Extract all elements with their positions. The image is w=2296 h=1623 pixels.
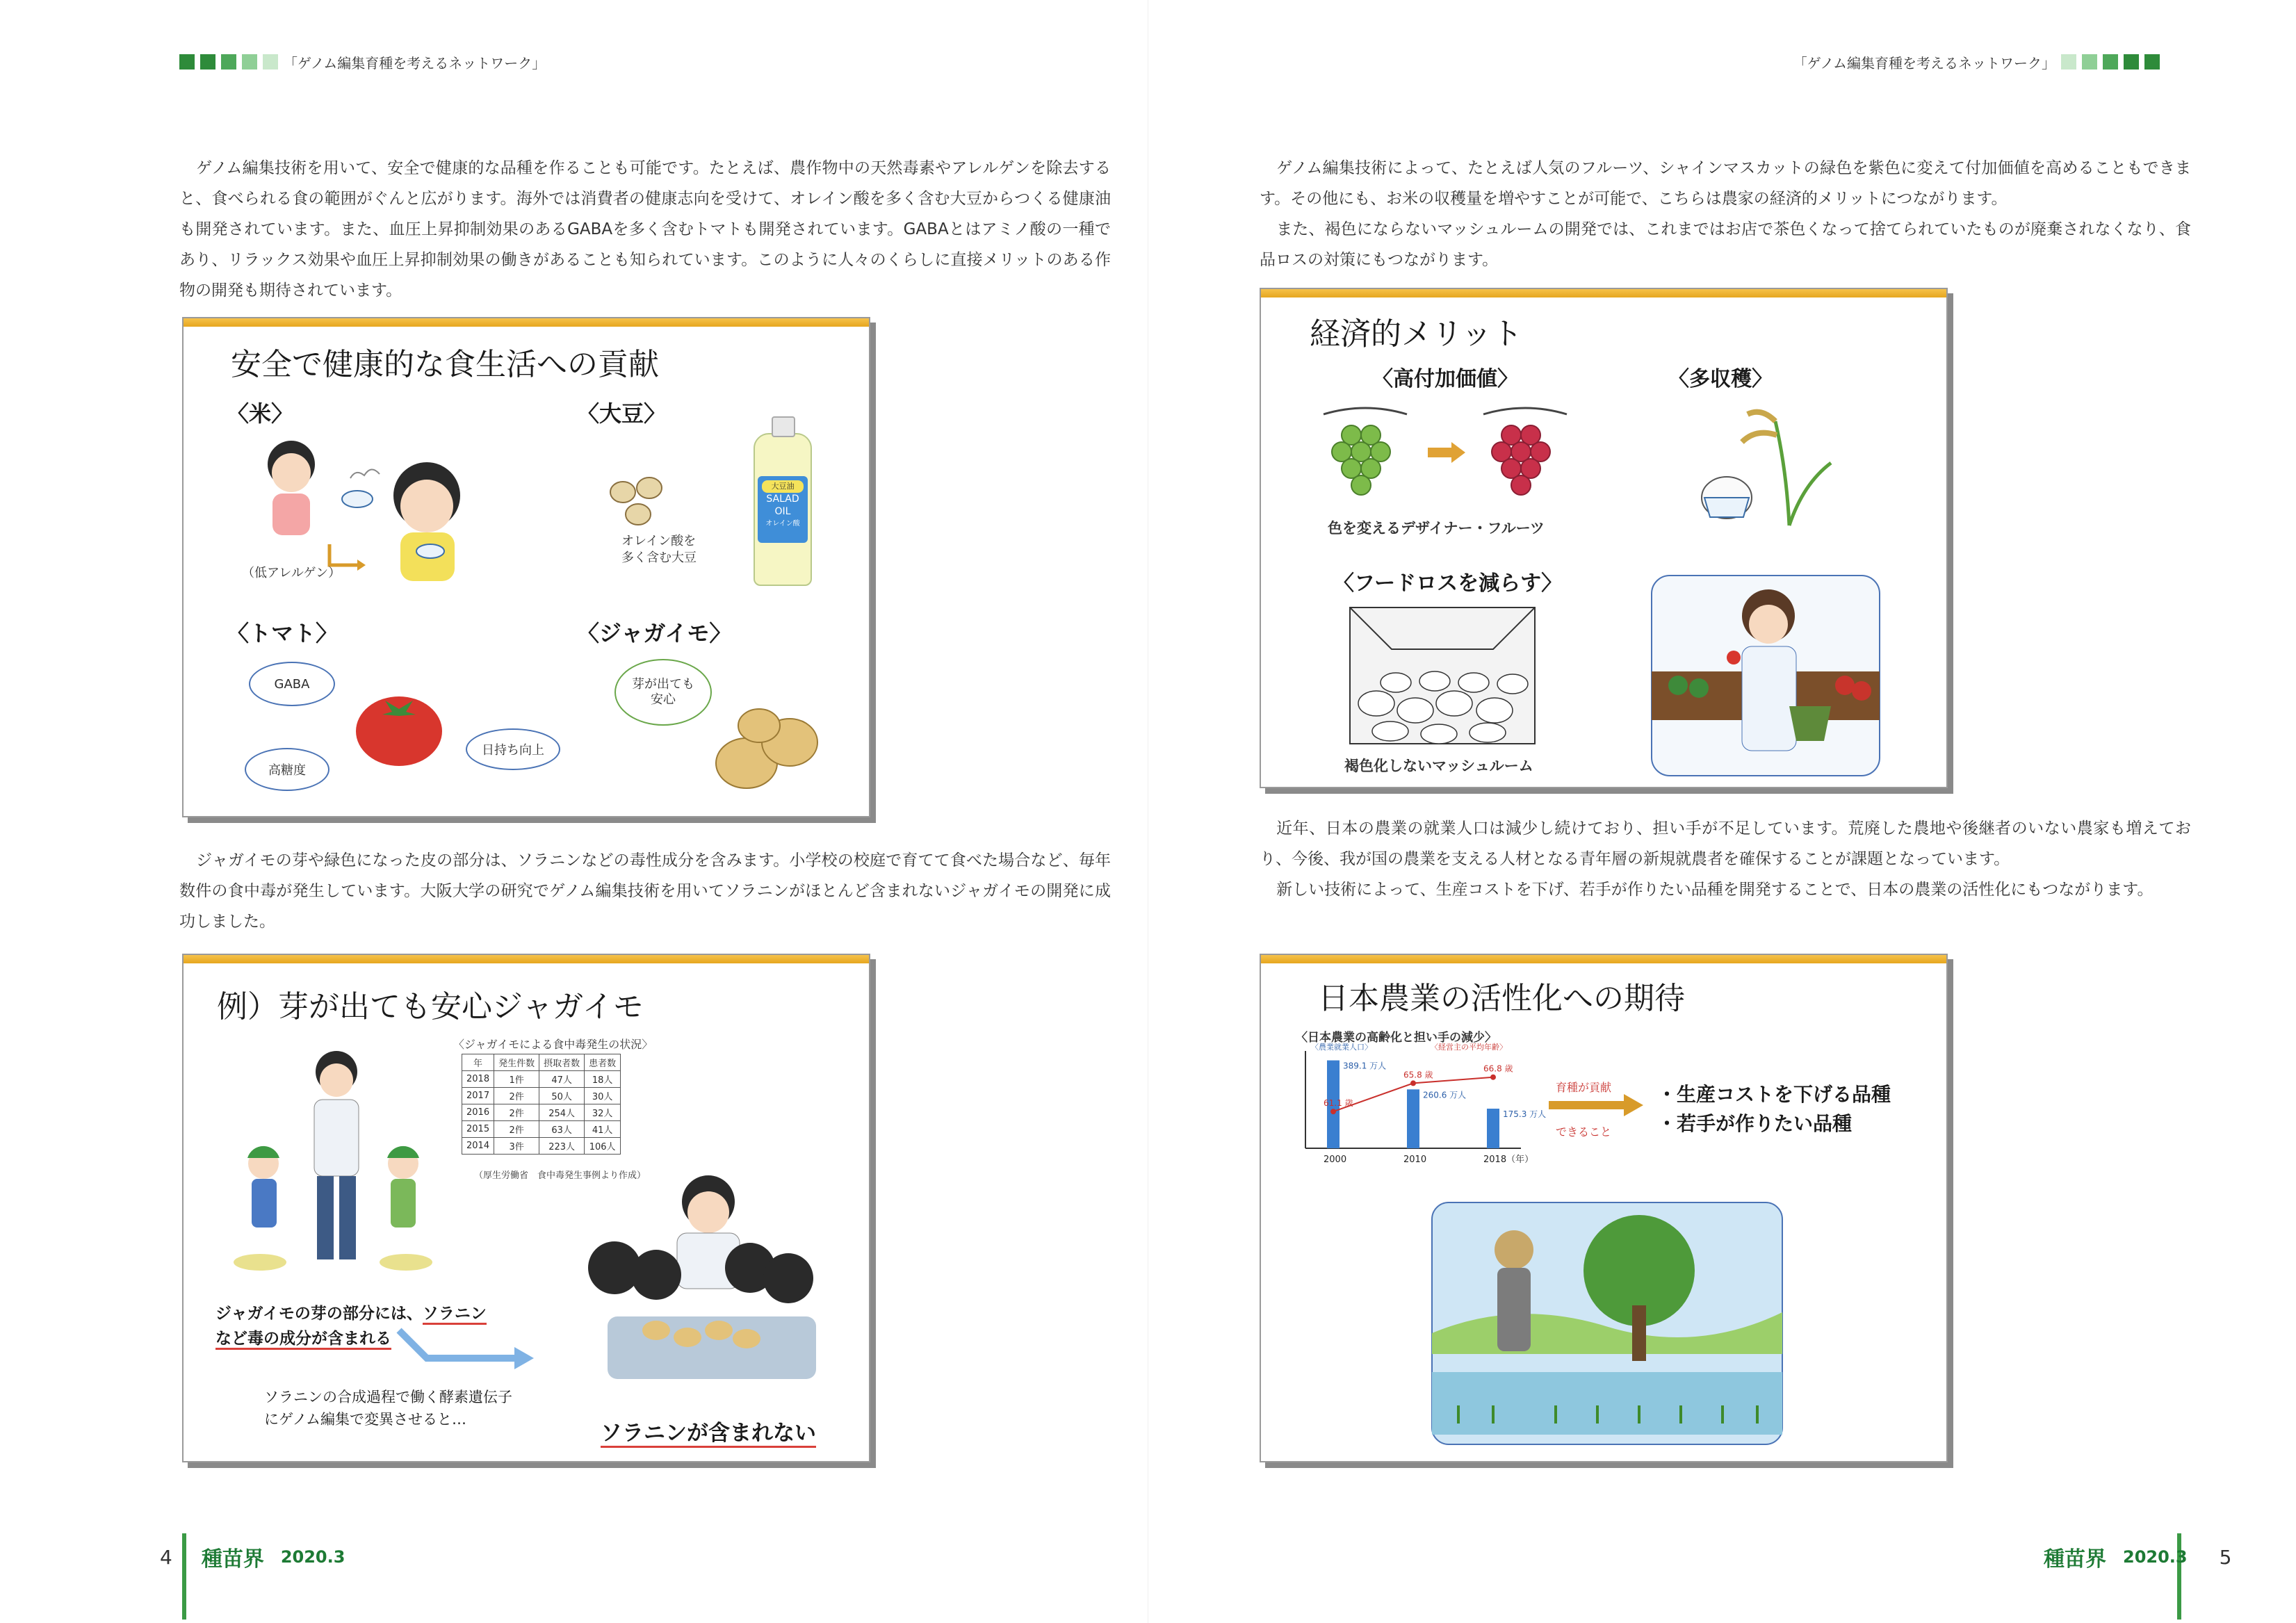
chart-title: 〈日本農業の高齢化と担い手の減少〉 [1296,1031,1497,1045]
bullet-cost: ・生産コストを下げる品種 [1657,1083,1891,1106]
soy-note-2: 多く含む大豆 [621,550,697,565]
soy-label: 〈大豆〉 [577,400,667,427]
page-number: 4 [160,1545,172,1569]
table-cell: 2017 [462,1088,494,1104]
gene-edit-note: ソラニンの合成過程で働く酵素遺伝子 にゲノム編集で変異させると… [264,1389,512,1428]
tomato-icon [350,687,448,770]
age-point [1490,1075,1496,1080]
left-paragraph-1: ゲノム編集技術を用いて、安全で健康的な品種を作ることも可能です。たとえば、農作物中の天然毒素やアレルゲンを除去すると、食べられる食の範囲がぐんと広がります。海外では消費者の健康志向を受けて、オレイン酸を多く含む大豆からつくる健康油も開発されています。また、血圧上昇抑制効果のあるGABAを多く含むトマトも開発されています。GABAとはアミノ酸の一種であり、リラックス効果や血圧上昇抑制効果の働きがあることも知られています。このように人々のくらしに直接メリットのある作物の開発も期待されています。 [179,159,1111,300]
footer-left [160,1542,345,1572]
table-row [462,1121,621,1138]
table-cell: 2015 [462,1121,494,1138]
designer-fruit-caption: 色を変えるデザイナー・フルーツ [1328,520,1545,537]
sugar-bubble: 高糖度 [245,748,329,791]
legend-age: 〈経営主の平均年齢〉 [1431,1043,1507,1052]
population-label: 260.6 万人 [1423,1090,1467,1100]
gaba-bubble: GABA [249,662,335,706]
x-tick-label: 2000 [1324,1155,1347,1165]
shopper-illustration [1650,574,1881,777]
soybean-icon [608,471,670,534]
salad-oil-bottle: 大豆油 SALAD OIL オレイン酸 [754,433,812,586]
rice-note: （低アレルゲン） [242,566,341,580]
soy-note-1: オレイン酸を [621,534,697,548]
x-tick-label: 2018（年） [1483,1155,1534,1165]
table-row [462,1071,621,1088]
arrow-label-2: できること [1556,1125,1612,1139]
table-cell: 223人 [539,1138,585,1155]
table-cell: 1件 [494,1071,539,1088]
table-cell: 47人 [539,1071,585,1088]
food-loss-label: 〈フードロスを減らす〉 [1333,571,1563,596]
right-page [1148,0,2296,1623]
age-label: 66.8 歳 [1483,1063,1513,1074]
population-label: 175.3 万人 [1503,1109,1547,1120]
table-cell: 254人 [539,1104,585,1121]
box-title: 経済的メリット [1310,316,1523,352]
issue-date: 2020.3 [280,1547,345,1567]
contribution-list [1657,1080,1891,1139]
header-left [179,53,546,71]
table-row [462,1088,621,1104]
left-paragraph-2: ジャガイモの芽や緑色になった皮の部分は、ソラニンなどの毒性成分を含みます。小学校の校庭で育てて食べた場合など、毎年数件の食中毒が発生しています。大阪大学の研究でゲノム編集技術を用いてソラニンがほとんど含まれないジャガイモの開発に成功しました。 [179,851,1111,931]
header-right [1793,53,2160,71]
rice-plant-illustration [1699,380,1852,532]
agriculture-chart [1292,1043,1547,1183]
potato-icon [712,701,823,798]
shelf-life-bubble: 日持ち向上 [466,728,560,770]
population-bar [1487,1109,1499,1148]
table-row [462,1104,621,1121]
arrow-label-1: 育種が貢献 [1556,1081,1612,1094]
box-title: 安全で健康的な食生活への貢献 [231,347,659,382]
rice-label: 〈米〉 [227,400,294,427]
grape-illustration [1317,400,1581,505]
table-cell: 2件 [494,1088,539,1104]
magazine-name: 種苗界 [201,1547,264,1572]
table-header-cell: 摂取者数 [539,1054,585,1071]
table-cell: 3件 [494,1138,539,1155]
healthy-diet-box [182,317,870,817]
agriculture-box [1260,954,1948,1462]
solanine-note: ジャガイモの芽の部分には、ソラニン など毒の成分が含まれる [215,1301,487,1351]
potato-example-box [182,954,870,1462]
table-cell: 32人 [585,1104,621,1121]
age-label: 65.8 歳 [1403,1070,1433,1080]
orange-arrow-icon [1546,1091,1650,1119]
right-paragraph-2: 近年、日本の農業の就業人口は減少し続けており、担い手が不足しています。荒廃した農地や後継者のいない農家も増えており、今後、我が国の農業を支える人材となる青年層の新規就農者を確保することが課題となっています。 新しい技術によって、生産コストを下げ、若手が作りたい品種を開発することで、日本の農業の活性化にもつながります。 [1260,819,2191,899]
age-label: 61.1 歳 [1324,1098,1353,1109]
issue-date: 2020.3 [2123,1547,2188,1567]
mushroom-caption: 褐色化しないマッシュルーム [1344,758,1533,774]
page-number: 5 [2219,1545,2232,1569]
tomato-label: 〈トマト〉 [227,620,339,646]
table-cell: 2件 [494,1104,539,1121]
header-title: 「ゲノム編集育種を考えるネットワーク」 [1793,54,2055,72]
box-title: 例）芽が出ても安心ジャガイモ [217,989,644,1025]
poison-table [462,1054,621,1155]
table-row [462,1138,621,1155]
table-cell: 2014 [462,1138,494,1155]
right-paragraph-1: ゲノム編集技術によって、たとえば人気のフルーツ、シャインマスカットの緑色を紫色に変えて付加価値を高めることもできます。その他にも、お米の収穫量を増やすことが可能で、こちらは農家の経済的メリットにつながります。 また、褐色にならないマッシュルームの開発では、これまではお店で茶色くなって捨てられていたものが廃棄されなくなり、食品ロスの対策にもつながります。 [1260,159,2191,269]
mushroom-illustration [1349,606,1536,745]
age-point [1330,1109,1336,1114]
blue-arrow-icon [392,1323,545,1379]
box-title: 日本農業の活性化への期待 [1318,981,1685,1016]
table-cell: 106人 [585,1138,621,1155]
table-cell: 30人 [585,1088,621,1104]
footer-right [2044,1542,2231,1572]
table-cell: 2018 [462,1071,494,1088]
high-yield-label: 〈多収穫〉 [1668,367,1773,391]
result-text: ソラニンが含まれない [601,1415,816,1446]
family-illustration [232,1045,427,1275]
population-label: 389.1 万人 [1343,1061,1387,1071]
farmers-illustration [1431,1201,1784,1446]
table-cell: 18人 [585,1071,621,1088]
high-value-label: 〈高付加価値〉 [1372,367,1518,391]
poison-table-source: （厚生労働省 食中毒発生事例より作成） [474,1171,646,1181]
sprout-bubble: 芽が出ても 安心 [614,659,712,726]
table-cell: 63人 [539,1121,585,1138]
table-cell: 2016 [462,1104,494,1121]
population-bar [1407,1089,1419,1148]
age-point [1410,1080,1416,1086]
magazine-name: 種苗界 [2044,1547,2106,1572]
table-header-cell: 患者数 [585,1054,621,1071]
potato-label: 〈ジャガイモ〉 [577,620,732,646]
bullet-young: ・若手が作りたい品種 [1657,1112,1853,1135]
header-title: 「ゲノム編集育種を考えるネットワーク」 [284,54,546,72]
table-cell: 2件 [494,1121,539,1138]
economic-merit-box [1260,288,1948,788]
x-tick-label: 2010 [1403,1155,1427,1165]
table-cell: 50人 [539,1088,585,1104]
table-header-cell: 発生件数 [494,1054,539,1071]
poison-table-title: 〈ジャガイモによる食中毒発生の状況〉 [453,1038,653,1051]
table-cell: 41人 [585,1121,621,1138]
table-header-cell: 年 [462,1054,494,1071]
legend-population: 〈農業就業人口〉 [1311,1043,1372,1052]
children-illustration [566,1164,837,1393]
